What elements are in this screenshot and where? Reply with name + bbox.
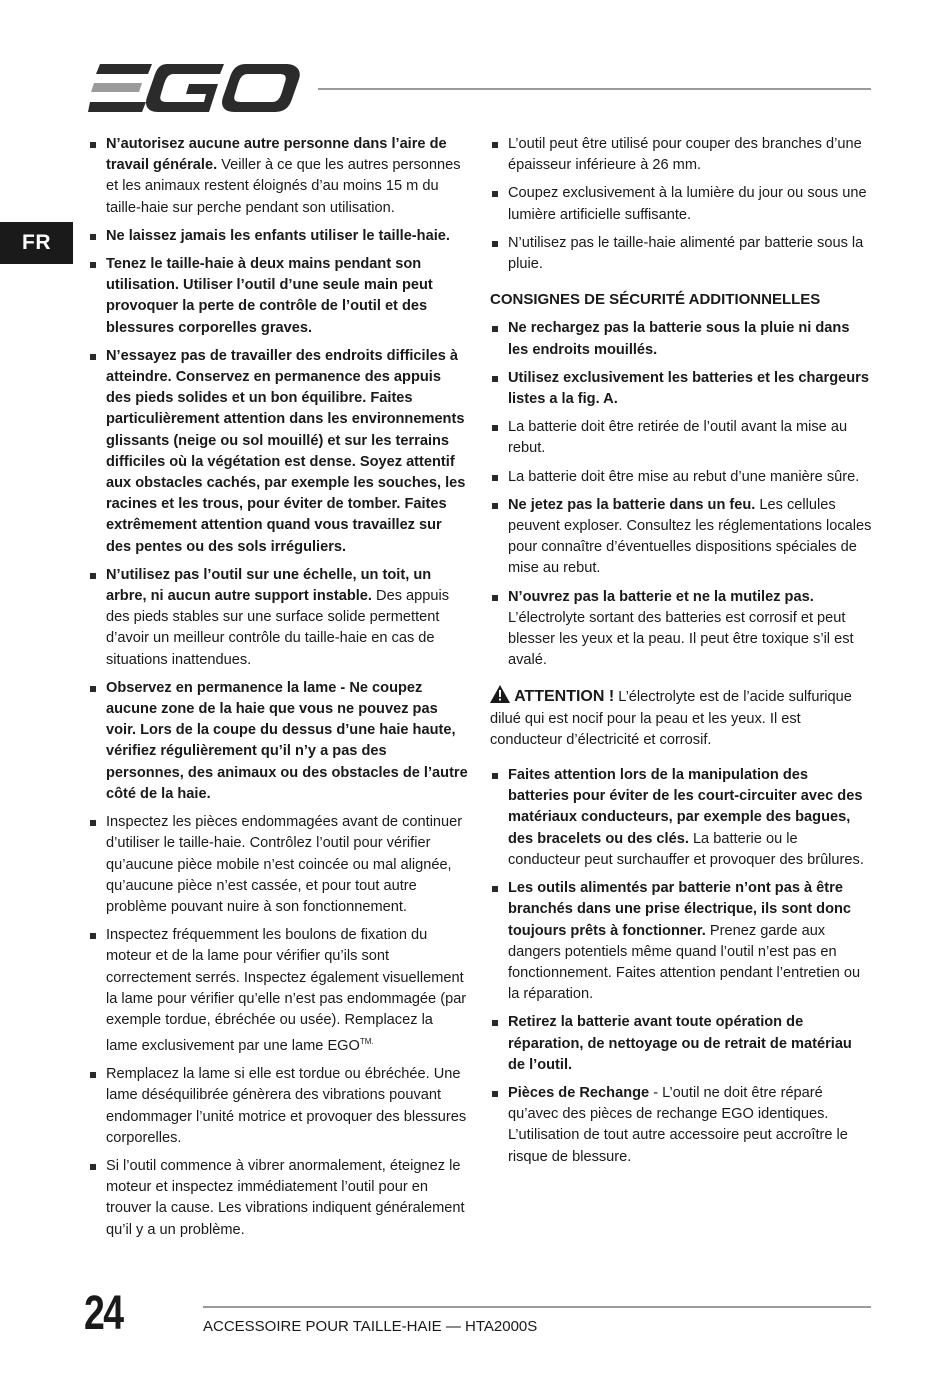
bullet-text: L’électrolyte sortant des batteries est corrosif et peut blesser les yeux et la peau. Il peut être toxique s’il est avalé. xyxy=(508,609,854,669)
bullet-item xyxy=(490,467,872,488)
bullet-text: Coupez exclusivement à la lumière du jour ou sous une lumière artificielle suffisante. xyxy=(508,185,867,223)
warning-triangle-icon xyxy=(490,685,510,703)
bullet-item xyxy=(490,495,872,580)
bullet-text: La batterie doit être retirée de l’outil avant la mise au rebut. xyxy=(508,419,848,457)
square-bullet-icon xyxy=(492,1091,498,1097)
square-bullet-icon xyxy=(90,354,96,360)
bullet-text: L’outil peut être utilisé pour couper des branches d’une épaisseur inférieure à 26 mm. xyxy=(508,136,862,174)
bullet-item xyxy=(490,183,872,225)
footer-title: ACCESSOIRE POUR TAILLE-HAIE — HTA2000S xyxy=(203,1318,538,1335)
bullet-bold-text: Les outils alimentés par batterie n’ont pas à être branchés dans une prise électrique, ils sont donc toujours prêts à fonctionner. xyxy=(508,880,852,939)
trademark-sup: TM. xyxy=(359,1037,374,1047)
ego-logo xyxy=(88,64,300,112)
bullet-text: Veiller à ce que les autres personnes et les animaux restent éloignés d’au moins 15 m du taille-haie sur perche pendant son utilisation. xyxy=(106,157,461,216)
bullet-item xyxy=(490,318,872,360)
warning-label: ATTENTION ! xyxy=(514,688,615,706)
square-bullet-icon xyxy=(492,886,498,892)
bullet-item xyxy=(490,1012,872,1076)
warning-block xyxy=(490,685,872,751)
square-bullet-icon xyxy=(492,595,498,601)
bullet-bold-text: Pièces de Rechange xyxy=(508,1084,650,1101)
square-bullet-icon xyxy=(492,191,498,197)
bullet-bold-text: Utilisez exclusivement les batteries et les chargeurs listes a la fig. A. xyxy=(508,369,869,408)
square-bullet-icon xyxy=(492,773,498,779)
bullet-text: Des appuis des pieds stables sur une surface solide permettent d’avoir un meilleur contrôle du taille-haie en cas de situations inattendues. xyxy=(106,588,450,668)
bullet-item xyxy=(490,765,872,871)
bullet-bold-text: Ne jetez pas la batterie dans un feu. xyxy=(508,496,756,513)
square-bullet-icon xyxy=(90,820,96,826)
bullet-item xyxy=(88,254,468,339)
square-bullet-icon xyxy=(492,503,498,509)
square-bullet-icon xyxy=(90,262,96,268)
right-mid-list xyxy=(490,318,872,671)
square-bullet-icon xyxy=(90,1072,96,1078)
page-number: 24 xyxy=(84,1287,123,1340)
bullet-bold-text: Tenez le taille-haie à deux mains pendant son utilisation. Utiliser l’outil d’une seule main peut provoquer la perte de contrôle de l’outil et des blessures corporelles graves. xyxy=(106,256,433,336)
bullet-bold-text: Observez en permanence la lame - Ne coupez aucune zone de la haie que vous ne pouvez pas voir. Lors de la coupe du dessus d’une haie haute, vérifiez régulièrement qu’il n’y a pas des personnes, des animaux ou des obstacles de l’autre côté de la haie. xyxy=(106,679,468,802)
bullet-text: Prenez garde aux dangers potentiels même quand l’outil n’est pas en fonctionnement. Faites attention pendant l’entretien ou la réparation. xyxy=(508,922,861,1003)
bullet-item xyxy=(490,587,872,672)
square-bullet-icon xyxy=(492,376,498,382)
language-tab: FR xyxy=(0,222,73,264)
bullet-text: N’utilisez pas le taille-haie alimenté par batterie sous la pluie. xyxy=(508,234,864,273)
left-column xyxy=(88,134,468,1248)
section-heading: CONSIGNES DE SÉCURITÉ ADDITIONNELLES xyxy=(490,291,821,309)
bullet-item xyxy=(88,925,468,1057)
bullet-bold-text: Retirez la batterie avant toute opération de réparation, de nettoyage ou de retrait de matériau de l’outil. xyxy=(508,1014,852,1073)
bullet-item xyxy=(88,134,468,219)
bullet-item xyxy=(88,678,468,805)
bullet-bold-text: N’autorisez aucune autre personne dans l’aire de travail générale. xyxy=(106,136,447,174)
bullet-bold-text: Ne laissez jamais les enfants utiliser le taille-haie. xyxy=(106,227,450,244)
bullet-bold-text: N’essayez pas de travailler des endroits difficiles à atteindre. Conservez en permanence des appuis des pieds solides et un bon équilibre. Faites particulièrement attention dans les environnements glissants (neige ou sol mouillé) et sur les terrains difficiles où la végétation est dense. Soyez attentif aux obstacles cachés, par exemple les souches, les racines et les trous, pour éviter de tomber. Faites extrêmement attention quand vous travaillez sur des pentes ou des sols irréguliers. xyxy=(106,347,466,555)
footer-rule xyxy=(203,1306,871,1308)
bullet-text: - L’outil ne doit être réparé qu’avec des pièces de rechange EGO identiques. L’utilisation de tout autre accessoire peut accroître le risque de blessure. xyxy=(508,1084,848,1165)
bullet-bold-text: N’utilisez pas l’outil sur une échelle, un toit, un arbre, ni aucun autre support instable. xyxy=(106,566,432,605)
square-bullet-icon xyxy=(492,475,498,481)
bullet-text: Les cellules peuvent exploser. Consultez les réglementations locales pour connaître d’éventuelles dispositions spéciales de mise au rebut. xyxy=(508,496,872,577)
warning-text: L’électrolyte est de l’acide sulfurique dilué qui est nocif pour la peau et les yeux. Il est conducteur d’électricité et corrosif. xyxy=(490,689,852,748)
bullet-text: Inspectez fréquemment les boulons de fixation du moteur et de la lame pour vérifier qu’ils sont correctement serrés. Inspectez également visuellement la lame pour vérifier qu’elle n’est pas endommagée (par exemple tordue, ébréchée ou usée). Remplacez la lame exclusivement par une lame EGO xyxy=(106,927,467,1054)
square-bullet-icon xyxy=(90,933,96,939)
bullet-item xyxy=(490,878,872,1005)
square-bullet-icon xyxy=(90,686,96,692)
bullet-text: Si l’outil commence à vibrer anormalement, éteignez le moteur et inspectez immédiatement l’outil pour en trouver la cause. Les vibrations indiquent généralement qu’il y a un problème. xyxy=(106,1158,465,1238)
bullet-item xyxy=(490,417,872,459)
bullet-bold-text: Faites attention lors de la manipulation des batteries pour éviter de les court-circuiter avec des matériaux conducteurs, par exemple des bagues, des bracelets ou des clés. xyxy=(508,767,863,847)
bullet-text: La batterie doit être mise au rebut d’une manière sûre. xyxy=(508,468,860,485)
square-bullet-icon xyxy=(492,142,498,148)
bullet-bold-text: N’ouvrez pas la batterie et ne la mutilez pas. xyxy=(508,588,814,605)
bullet-item xyxy=(88,1156,468,1241)
square-bullet-icon xyxy=(90,1164,96,1170)
square-bullet-icon xyxy=(492,1020,498,1026)
bullet-item xyxy=(88,346,468,558)
bullet-item xyxy=(490,134,872,176)
bullet-bold-text: Ne rechargez pas la batterie sous la pluie ni dans les endroits mouillés. xyxy=(508,320,850,358)
square-bullet-icon xyxy=(492,326,498,332)
bullet-text: Remplacez la lame si elle est tordue ou ébréchée. Une lame déséquilibrée génèrera des vibrations pouvant endommager l’unité motrice et provoquer des blessures corporelles. xyxy=(106,1066,467,1146)
right-column xyxy=(490,134,872,1175)
bullet-item xyxy=(88,565,468,671)
right-bottom-list xyxy=(490,765,872,1168)
bullet-item xyxy=(88,1064,468,1149)
bullet-item xyxy=(490,368,872,410)
square-bullet-icon xyxy=(492,425,498,431)
bullet-text: Inspectez les pièces endommagées avant de continuer d’utiliser le taille-haie. Contrôlez l’outil pour vérifier qu’aucune pièce mobile n’est coincée ou mal alignée, qu’aucune pièce n’est cassée, et pour tout autre problème pouvant nuire à son fonctionnement. xyxy=(106,814,463,915)
bullet-item xyxy=(490,233,872,275)
square-bullet-icon xyxy=(90,234,96,240)
bullet-text: La batterie ou le conducteur peut surchauffer et provoquer des brûlures. xyxy=(508,830,864,868)
bullet-item xyxy=(88,226,468,247)
header-rule xyxy=(318,88,871,90)
square-bullet-icon xyxy=(492,241,498,247)
square-bullet-icon xyxy=(90,142,96,148)
bullet-item xyxy=(490,1083,872,1168)
square-bullet-icon xyxy=(90,573,96,579)
bullet-item xyxy=(88,812,468,918)
right-top-list xyxy=(490,134,872,275)
